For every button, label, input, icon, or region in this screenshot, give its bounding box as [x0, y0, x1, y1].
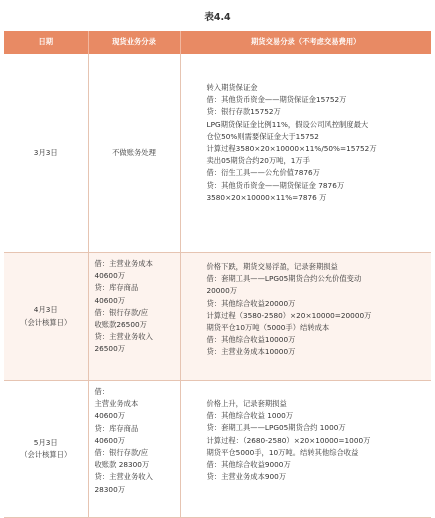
futures-entry-line: 贷：主营业务成本900万: [206, 472, 287, 482]
spot-entry-line: 40600万: [94, 295, 126, 305]
futures-entry-cell: [180, 381, 431, 518]
futures-entry-line: LPG期货保证金比例11%，假设公司风控制度最大: [206, 119, 369, 129]
table-row: [4, 54, 431, 253]
date-cell: [4, 253, 88, 381]
futures-entry-line: 贷：套期工具——LPG05期货合约 1000万: [206, 423, 346, 433]
spot-entry-line: 贷：库存商品: [94, 283, 139, 293]
date-note: （会计核算日）: [20, 317, 72, 327]
date-text: 4月3日: [33, 305, 58, 315]
date-cell: [4, 54, 88, 253]
futures-entry-line: 计算过程（3580-2580）×20×10000=20000万: [206, 310, 372, 320]
date-cell: [4, 381, 88, 518]
spot-entry-cell: [88, 253, 180, 381]
spot-entry-line: 28300万: [94, 484, 126, 494]
table-row: [4, 381, 431, 518]
spot-entry-line: 借：银行存款/应: [94, 448, 149, 458]
spot-entry-line: 主营业务成本: [94, 399, 139, 409]
futures-entry-cell: [180, 54, 431, 253]
futures-entry-line: 价格下跌，期货交易浮盈，记录套期损益: [206, 262, 338, 271]
spot-entry-line: 借：银行存款/应: [94, 307, 149, 317]
spot-entry-cell: [88, 54, 180, 253]
table-title: 表4.4: [204, 12, 231, 23]
date-text: 5月3日: [33, 437, 58, 447]
table-header-row: [4, 31, 431, 54]
futures-entry-line: 贷：其他货币资金——期货保证金 7876万: [206, 180, 345, 190]
spot-entry-line: 26500万: [94, 344, 126, 354]
futures-entry-line: 期货平仓5000手，10万吨。结转其他综合收益: [206, 447, 359, 457]
spot-entry-line: 不做账务处理: [112, 147, 156, 157]
futures-entry-line: 借：其他综合收益9000万: [206, 460, 291, 470]
spot-entry-line: 40600万: [94, 411, 126, 421]
futures-entry-line: 20000万: [206, 286, 238, 296]
futures-entry-line: 借：衍生工具——公允价值7876万: [206, 168, 320, 178]
futures-entry-line: 价格上升，记录套期损益: [206, 399, 287, 408]
futures-entry-line: 贷：主营业务成本10000万: [206, 347, 296, 357]
futures-entry-line: 转入期货保证金: [206, 83, 258, 92]
spot-entry-line: 40600万: [94, 271, 126, 281]
spot-entry-line: 贷：主营业务收入: [94, 332, 153, 342]
futures-entry-line: 借：其他货币资金——期货保证金15752万: [206, 95, 347, 105]
futures-entry-line: 3580×20×10000×11%=7876 万: [206, 192, 327, 202]
futures-entry-line: 计算过程：（2680-2580）×20×10000=1000万: [206, 435, 371, 445]
accounting-table: [4, 31, 431, 518]
spot-entry-line: 借：主营业务成本: [94, 259, 153, 268]
futures-entry-line: 借：套期工具——LPG05期货合约公允价值变动: [206, 274, 362, 284]
futures-entry-line: 贷：银行存款15752万: [206, 107, 281, 117]
spot-entry-line: 贷：主营业务收入: [94, 472, 153, 482]
spot-entry-cell: [88, 381, 180, 518]
header-spot-entries: 现货业务分录: [88, 31, 180, 54]
date-note: （会计核算日）: [20, 450, 72, 459]
spot-entry-line: 收账款 28300万: [94, 460, 150, 470]
futures-entry-line: 借：其他综合收益 1000万: [206, 411, 294, 421]
futures-entry-line: 仓位50%则需要保证金大于15752: [206, 131, 319, 141]
futures-entry-line: 卖出05期货合约20万吨，1万手: [206, 156, 310, 166]
spot-entry-line: 贷：库存商品: [94, 423, 139, 433]
spot-entry-line: 40600万: [94, 435, 126, 445]
spot-entry-line: 收账款26500万: [94, 320, 147, 330]
header-futures-entries: 期货交易分录（不考虑交易费用）: [180, 31, 431, 54]
futures-entry-line: 借：其他综合收益10000万: [206, 335, 296, 345]
futures-entry-cell: [180, 253, 431, 381]
spot-entry-line: 借：: [94, 387, 110, 396]
futures-entry-line: 计算过程3580×20×10000×11%/50%=15752万: [206, 144, 377, 154]
header-date: 日期: [4, 31, 88, 54]
table-row: [4, 253, 431, 381]
futures-entry-line: 期货平仓10万吨（5000手）结转成本: [206, 323, 330, 333]
date-text: 3月3日: [33, 147, 58, 157]
futures-entry-line: 贷：其他综合收益20000万: [206, 298, 296, 308]
